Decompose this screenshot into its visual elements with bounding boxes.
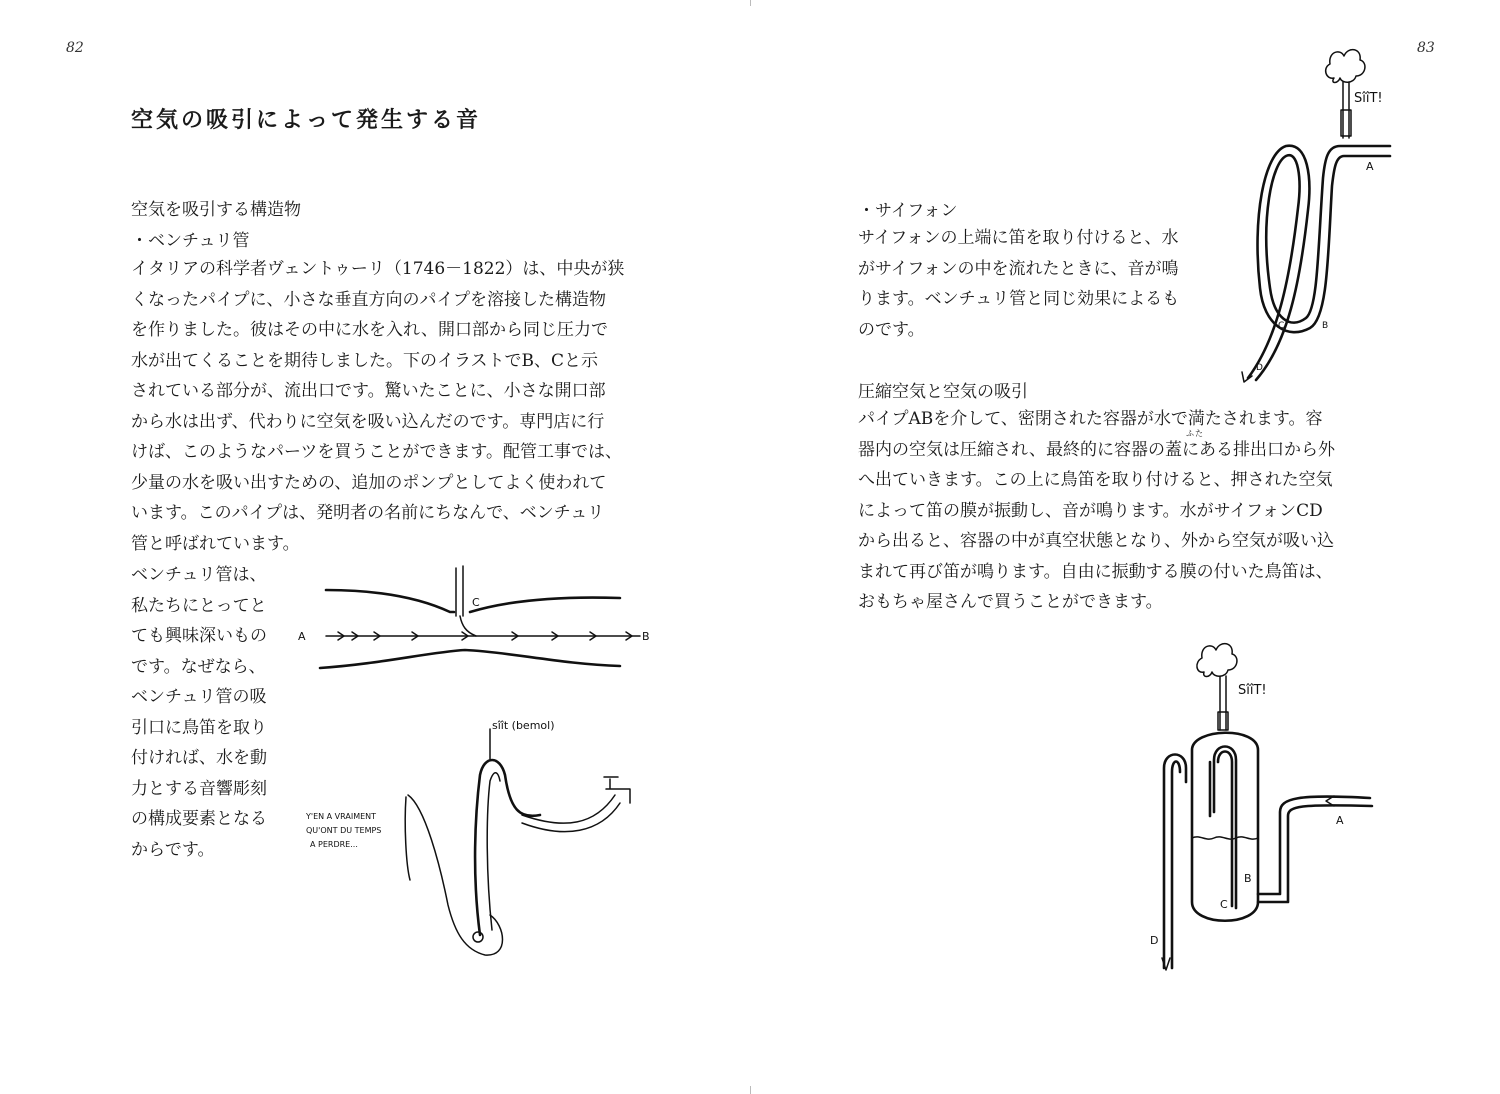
paragraph-line: まれて再び笛が鳴ります。自由に振動する膜の付いた鳥笛は、 — [858, 561, 1333, 582]
paragraph-line: ベンチュリ管は、 — [131, 565, 267, 585]
venturi-label-a: A — [298, 630, 306, 643]
venturi-paragraph — [131, 254, 624, 559]
siphon-label-b: B — [1322, 321, 1329, 331]
paragraph-line: 私たちにとってと — [131, 595, 267, 616]
paragraph-line: 付ければ、水を動 — [131, 748, 267, 768]
tank-siit-label: SîîT! — [1238, 683, 1267, 698]
tank-label-a: A — [1336, 814, 1344, 827]
tank-label-b: B — [1244, 872, 1252, 885]
siphon-siit-label: SîîT! — [1354, 91, 1383, 106]
paragraph-line: 管と呼ばれています。 — [131, 533, 300, 554]
tank-body — [1192, 733, 1258, 921]
steam-cloud — [1326, 50, 1365, 83]
page-title: 空気の吸引によって発生する音 — [131, 108, 482, 133]
paragraph-line: から水は出ず、代わりに空気を吸い込んだのです。専門店に行 — [131, 411, 605, 432]
paragraph-line: を作りました。彼はその中に水を入れ、開口部から同じ圧力で — [131, 320, 609, 340]
venturi-label-c: C — [472, 596, 480, 609]
page-number-left: 82 — [66, 40, 84, 56]
inlet-pipe-ab — [1258, 797, 1372, 902]
siphon-pipe-outer — [1248, 146, 1390, 378]
drain-pipe — [475, 760, 540, 935]
water-line — [1192, 837, 1258, 839]
paragraph-line: 器内の空気は圧縮され、最終的に容器の蓋にある排出口から外 — [858, 439, 1336, 460]
paragraph-line: おもちゃ屋さんで買うことができます。 — [858, 592, 1163, 612]
paragraph-line: 引口に鳥笛を取り — [131, 717, 267, 738]
venturi-lower-wall — [320, 650, 620, 668]
sink-note-line: A PERDRE... — [310, 840, 358, 849]
sink-siit-label: sîît (bemol) — [492, 719, 555, 732]
paragraph-line: 力とする音響彫刻 — [131, 778, 267, 799]
siphon-paragraph — [858, 223, 1179, 345]
paragraph-line: ります。ベンチュリ管と同じ効果によるも — [858, 289, 1180, 309]
paragraph-line: けば、このようなパーツを買うことができます。配管工事では、 — [131, 442, 622, 462]
paragraph-line: から出ると、容器の中が真空状態となり、外から空気が吸い込 — [858, 531, 1334, 551]
sink-note-line: Y'EN A VRAIMENT — [306, 812, 377, 821]
paragraph-line: へ出ていきます。この上に鳥笛を取り付けると、押された空気 — [858, 470, 1333, 490]
paragraph-line: パイプABを介して、密閉された容器が水で満たされます。容 — [858, 409, 1323, 429]
compressed-air-paragraph — [858, 404, 1335, 618]
tank-outer-siphon — [1164, 755, 1186, 969]
siphon-label-a: A — [1366, 160, 1374, 173]
faucet — [604, 777, 630, 803]
paragraph-line: くなったパイプに、小さな垂直方向のパイプを溶接した構造物 — [131, 289, 606, 310]
drain-pipe-inner — [487, 773, 500, 930]
siphon-label-d: D — [1256, 363, 1263, 373]
paragraph-line: 少量の水を吸い出すための、追加のポンプとしてよく使われて — [131, 472, 607, 493]
venturi-side-paragraph — [131, 560, 267, 865]
paragraph-line: によって笛の膜が振動し、音が鳴ります。水がサイフォンCD — [858, 500, 1323, 521]
venturi-label-b: B — [642, 630, 650, 643]
bullet-heading-venturi: ・ベンチュリ管 — [131, 231, 250, 251]
paragraph-line: のです。 — [858, 319, 925, 340]
section-heading-compressed-air: 圧縮空気と空気の吸引 — [858, 382, 1028, 402]
sink-basin-inner — [405, 797, 410, 880]
bullet-heading-siphon: ・サイフォン — [858, 201, 958, 221]
venturi-tube-illustration — [290, 560, 670, 680]
siphon-label-c: C — [1278, 321, 1285, 331]
paragraph-line: 水が出てくることを期待しました。下のイラストでB、Cと示 — [131, 350, 598, 371]
paragraph-line: されている部分が、流出口です。驚いたことに、小さな開口部 — [131, 381, 606, 401]
page-number-right: 83 — [1417, 40, 1435, 56]
paragraph-line: です。なぜなら、 — [131, 656, 266, 677]
drain-plug — [473, 932, 483, 942]
sink-venturi-illustration — [300, 715, 645, 970]
paragraph-line: がサイフォンの中を流れたときに、音が鳴 — [858, 258, 1179, 279]
hose-to-faucet — [522, 795, 620, 832]
paragraph-line: ても興味深いもの — [131, 626, 267, 646]
tank-label-c: C — [1220, 898, 1228, 911]
gutter-bottom-mark — [750, 1086, 751, 1094]
gutter-top-mark — [750, 0, 751, 6]
paragraph-line: の構成要素となる — [131, 809, 267, 829]
paragraph-line: います。このパイプは、発明者の名前にちなんで、ベンチュリ — [131, 503, 605, 523]
siphon-illustration — [1230, 38, 1420, 388]
paragraph-line: サイフォンの上端に笛を取り付けると、水 — [858, 228, 1179, 248]
pressure-tank-illustration — [1140, 632, 1385, 977]
paragraph-line: イタリアの科学者ヴェントゥーリ（1746－1822）は、中央が狭 — [131, 259, 625, 279]
steam-cloud — [1197, 644, 1237, 677]
sink-note-line: QU'ONT DU TEMPS — [306, 826, 382, 835]
paragraph-line: ベンチュリ管の吸 — [131, 687, 267, 707]
tank-label-d: D — [1150, 934, 1159, 947]
tank-siphon-pipe — [1210, 747, 1236, 909]
section-heading-suction: 空気を吸引する構造物 — [131, 200, 301, 220]
furigana-ruby: ふた — [1186, 429, 1204, 438]
paragraph-line: からです。 — [131, 839, 215, 860]
